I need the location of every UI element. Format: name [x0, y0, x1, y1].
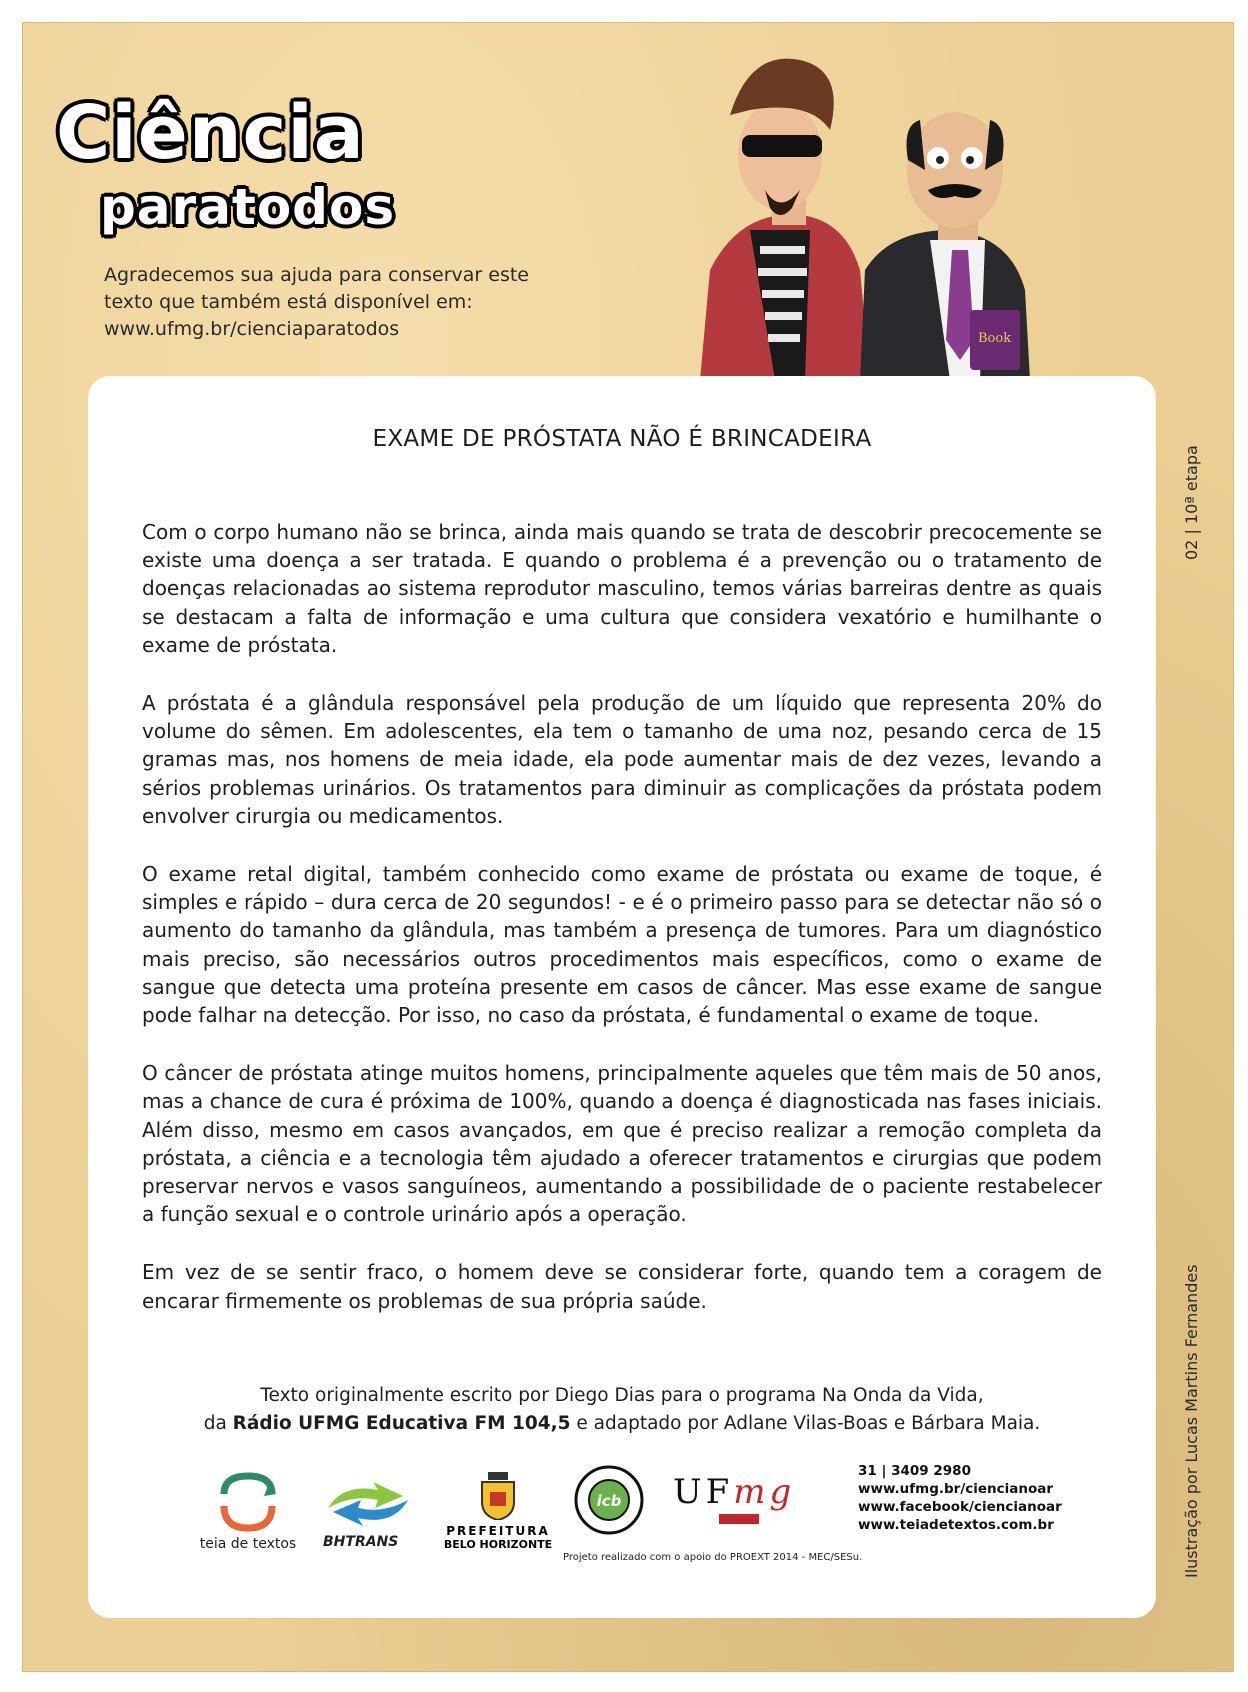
issue-label: 02 | 10ª etapa [1182, 445, 1201, 560]
paragraph-5: Em vez de se sentir fraco, o homem deve se considerar forte, quando tem a coragem de encarar firmemente os problemas de sua própria saúde. [142, 1260, 1102, 1313]
paragraph-2: A próstata é a glândula responsável pela produção de um líquido que representa 20% do volume do sêmen. Em adolescentes, ela tem o tamanho de uma noz, pesando cerca de 15 gramas mas, nos homens de meia idade, ela pode aumentar mais de dez vezes, levando a sérios problemas urinários. Os tratamentos para diminuir as complicações da próstata podem envolver cirurgia ou medicamentos. [142, 691, 1102, 828]
ufmg-mg: mg [733, 1472, 796, 1512]
contact-site[interactable]: www.ufmg.br/ciencianoar [858, 1481, 1054, 1497]
radio-name: Rádio UFMG Educativa FM 104,5 [232, 1413, 571, 1434]
contact-phone: 31 | 3409 2980 [858, 1463, 971, 1479]
author-credit [88, 1382, 1156, 1438]
contact-facebook[interactable]: www.facebook/ciencianoar [858, 1499, 1062, 1515]
bhtrans-icon [323, 1478, 413, 1528]
header-illustration [680, 40, 1040, 380]
bhtrans-caption: BHTRANS [323, 1534, 399, 1550]
paragraph-4: O câncer de próstata atinge muitos homens, principalmente aqueles que têm mais de 50 anos, mas a chance de cura é próxima de 100%, quando a doença é diagnosticada nas fases iniciais. Além disso, mesmo em casos avançados, em que é preciso realizar a remoção completa da próstata, a ciência e a tecnologia têm ajudado a oferecer tratamentos e cirurgias que podem preservar nervos e vasos sanguíneos, aumentando a possibilidade de o paciente restabelecer a função sexual e o controle urinário após a operação. [142, 1061, 1102, 1227]
ufmg-uf: UF [673, 1472, 734, 1512]
prefeitura-line-2: BELO HORIZONTE [443, 1538, 553, 1551]
icb-logo[interactable] [573, 1464, 653, 1540]
ufmg-logo[interactable] [673, 1472, 823, 1524]
contact-info [858, 1462, 1062, 1534]
proext-note: Projeto realizado com o apoio do PROEXT 2014 - MEC/SESu. [563, 1552, 863, 1563]
coat-of-arms-icon [478, 1472, 518, 1520]
young-man-figure [700, 59, 870, 380]
ufmg-wordmark [673, 1472, 823, 1512]
logo-paratodos: paratodos [100, 178, 396, 236]
logo-ciencia: Ciência [56, 90, 365, 176]
paragraph-3: O exame retal digital, também conhecido como exame de próstata ou exame de toque, é simples e rápido – dura cerca de 20 segundos! - e é o primeiro passo para se detectar não só o aumento do tamanho da glândula, mas também a presença de tumores. Para um diagnóstico mais preciso, são necessários outros procedimentos mais específicos, como o exame de sangue que detecta uma proteína presente em casos de câncer. Mas esse exame de sangue pode falhar na detecção. Por isso, no caso da próstata, é fundamental o exame de toque. [142, 862, 1102, 1028]
article-title: EXAME DE PRÓSTATA NÃO É BRINCADEIRA [372, 426, 872, 452]
thanks-message [104, 262, 564, 343]
credit-prefix: da [203, 1413, 233, 1434]
icb-label: icb [596, 1492, 622, 1510]
thanks-line-1: Agradecemos sua ajuda para conservar este [104, 264, 529, 286]
paragraph-1: Com o corpo humano não se brinca, ainda mais quando se trata de descobrir precocemente se existe uma doença a ser tratada. E quando o problema é a prevenção ou o tratamento de doenças relacionadas ao sistema reprodutor masculino, temos várias barreiras dentre as quais se destacam a falta de informação e uma cultura que considera vexatório e humilhante o exame de próstata. [142, 520, 1102, 657]
credit-suffix: e adaptado por Adlane Vilas-Boas e Bárbara Maia. [570, 1413, 1041, 1434]
ufmg-red-bar [719, 1514, 759, 1524]
article-card [88, 376, 1156, 1618]
credit-line-1: Texto originalmente escrito por Diego Dias para o programa Na Onda da Vida, [260, 1385, 984, 1406]
older-man-figure [860, 112, 1030, 380]
teia-caption: teia de textos [199, 1536, 297, 1552]
prefeitura-line-1: PREFEITURA [446, 1524, 550, 1538]
thanks-line-2: texto que também está disponível em: [104, 291, 473, 313]
icb-seal-icon [573, 1464, 645, 1536]
teia-icon [216, 1472, 280, 1532]
prefeitura-logo[interactable] [443, 1472, 553, 1551]
teia-logo[interactable] [198, 1472, 298, 1552]
thanks-url[interactable]: www.ufmg.br/cienciaparatodos [104, 318, 400, 340]
bhtrans-logo[interactable] [323, 1478, 423, 1550]
article-body [142, 518, 1102, 1345]
credit-line-2 [88, 1410, 1156, 1438]
book-label: Book [978, 331, 1012, 346]
contact-teia[interactable]: www.teiadetextos.com.br [858, 1517, 1054, 1533]
illustration-credit: Ilustração por Lucas Martins Fernandes [1182, 1264, 1201, 1578]
